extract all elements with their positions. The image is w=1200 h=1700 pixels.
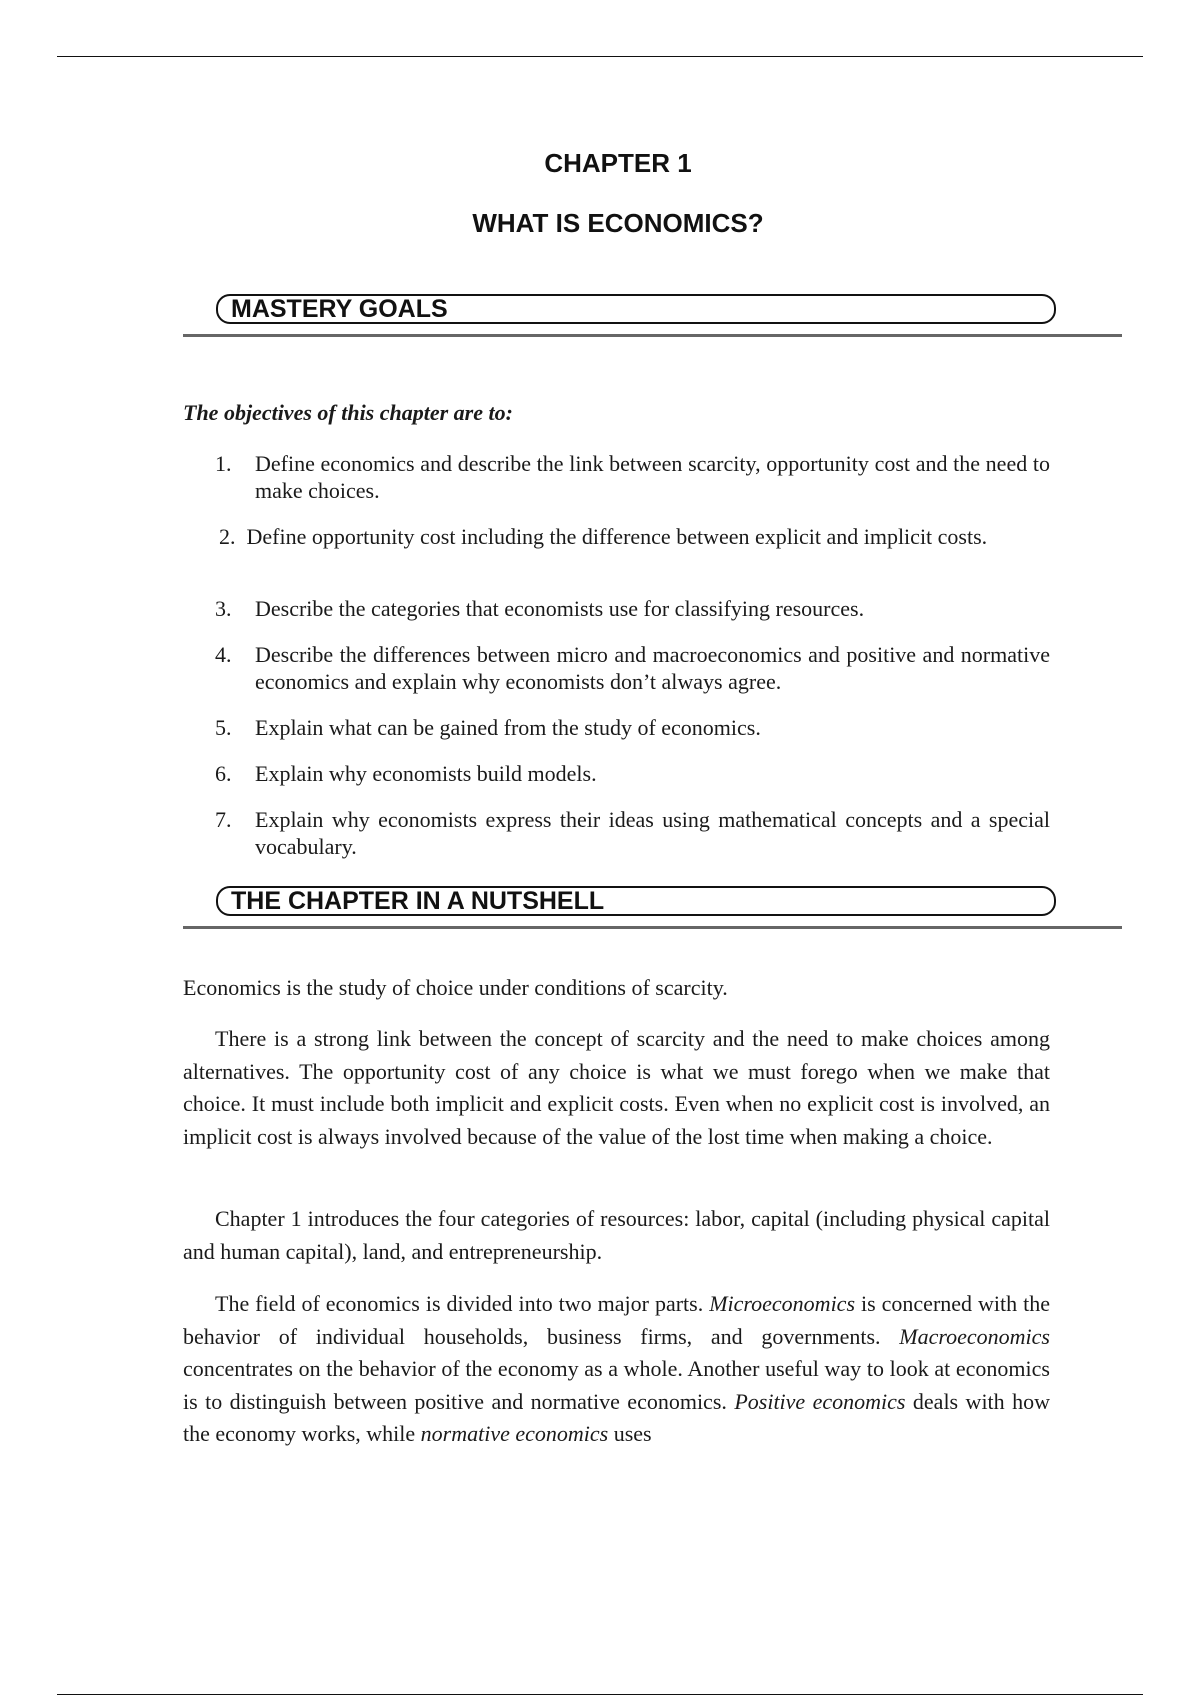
goal-text: Explain what can be gained from the study of economics.: [255, 715, 761, 740]
goal-item: [183, 595, 1050, 622]
goal-item: [183, 450, 1050, 504]
goal-text: Describe the categories that economists use for classifying resources.: [255, 596, 865, 621]
paragraph-text: deals with how the economy works, while: [183, 1388, 1050, 1446]
goal-number-inline: 2.: [219, 524, 236, 549]
nutshell-rule: [183, 926, 1122, 929]
goal-number: 7.: [215, 807, 232, 832]
nutshell-paragraph: Chapter 1 introduces the four categories of resources: labor, capital (including physical capital and human capital), land, and entrepreneurship.: [183, 1206, 1050, 1264]
chapter-number: CHAPTER 1: [544, 148, 692, 178]
goal-text: [183, 523, 1050, 550]
mastery-goals-heading: MASTERY GOALS: [231, 295, 448, 323]
term-positive-economics: Positive economics: [734, 1388, 906, 1414]
goal-number: 5.: [215, 715, 232, 740]
goal-item: [183, 806, 1050, 860]
mastery-goals-rule: [183, 334, 1122, 337]
term-normative-economics: normative economics: [420, 1421, 609, 1446]
term-microeconomics: Microeconomics: [709, 1291, 856, 1316]
goal-number: 6.: [215, 761, 232, 786]
goal-number: 3.: [215, 596, 232, 621]
goal-text: Describe the differences between micro and macroeconomics and positive and normative economics and explain why economists don’t always agree.: [255, 642, 1050, 694]
goal-text: Explain why economists express their ideas using mathematical concepts and a special vocabulary.: [255, 807, 1050, 859]
goal-item: [183, 641, 1050, 695]
goal-item: [183, 760, 1050, 787]
paragraph-text: concentrates on the behavior of the economy as a whole. Another useful way to look at economics is to distinguish between positive and normative economics.: [183, 1356, 1050, 1414]
goal-number: 4.: [215, 642, 232, 667]
paragraph-text: is concerned with the behavior of individual households, business firms, and governments.: [183, 1291, 1050, 1349]
chapter-title: WHAT IS ECONOMICS?: [472, 208, 764, 238]
bottom-rule: [57, 1694, 1143, 1695]
paragraph-text: uses: [608, 1421, 652, 1446]
goal-text-body: Define opportunity cost including the difference between explicit and implicit costs.: [246, 524, 988, 549]
nutshell-paragraph: [183, 1288, 1050, 1451]
goal-number: 1.: [215, 451, 232, 476]
goal-item: [183, 714, 1050, 741]
nutshell-paragraph: Economics is the study of choice under conditions of scarcity.: [183, 975, 728, 1000]
term-macroeconomics: Macroeconomics: [899, 1323, 1050, 1349]
paragraph-text: The field of economics is divided into two major parts.: [215, 1291, 710, 1316]
nutshell-paragraph: There is a strong link between the concept of scarcity and the need to make choices among alternatives. The opportunity cost of any choice is what we must forego when we make that choice. It must include both implicit and explicit costs. Even when no explicit cost is involved, an implicit cost is always involved because of the value of the lost time when making a choice.: [183, 1026, 1050, 1149]
goal-text: Explain why economists build models.: [255, 761, 597, 786]
nutshell-heading: THE CHAPTER IN A NUTSHELL: [231, 887, 605, 915]
top-rule: [57, 56, 1143, 57]
goal-text: Define economics and describe the link between scarcity, opportunity cost and the need to make choices.: [255, 451, 1050, 503]
objectives-intro: The objectives of this chapter are to:: [183, 400, 513, 425]
goal-item: [183, 523, 1050, 550]
